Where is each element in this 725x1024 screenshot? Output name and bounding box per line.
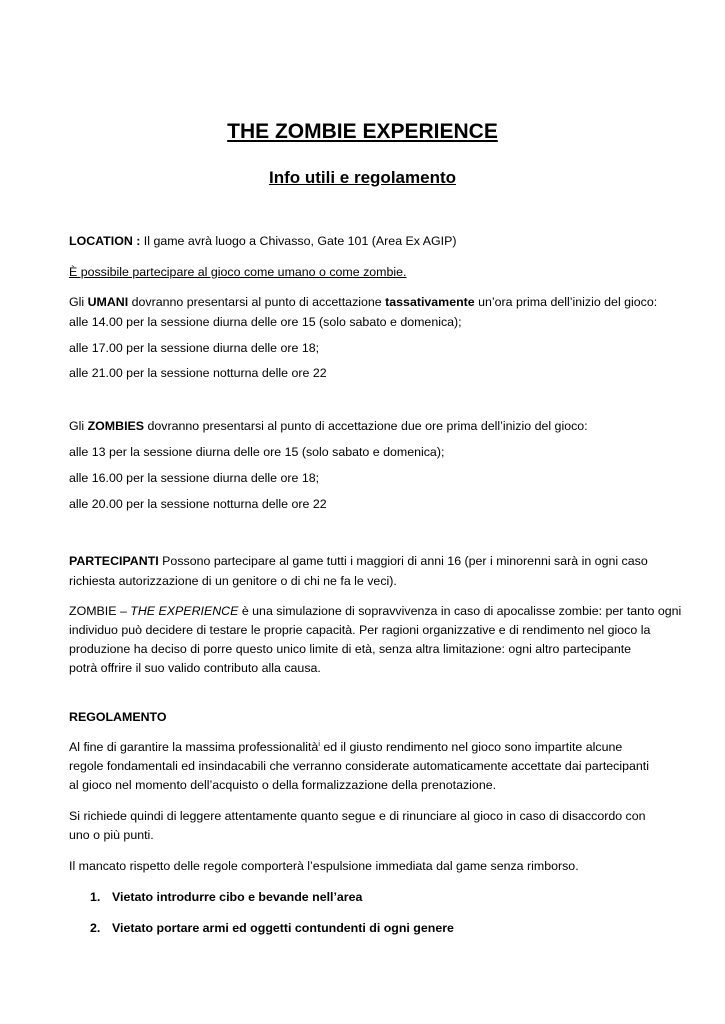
- regolamento-p1-line-3: al gioco nel momento dell’acquisto o della formalizzazione della prenotazione.: [69, 778, 497, 792]
- zombies-intro-a: Gli: [69, 419, 88, 433]
- regolamento-p1-line-1: [69, 737, 659, 757]
- page-title: THE ZOMBIE EXPERIENCE: [227, 120, 498, 143]
- rule-text: Vietato portare armi ed oggetti contundenti di ogni genere: [112, 921, 454, 935]
- zombie-line1-rest: è una simulazione di sopravvivenza in caso di apocalisse zombie: per tanto ogni: [238, 604, 682, 618]
- regolamento-p2-line-1: Si richiede quindi di leggere attentamente quanto segue e di rinunciare al gioco in caso di disaccordo con: [69, 809, 646, 823]
- zombies-keyword: ZOMBIES: [87, 419, 145, 433]
- umani-line-1: alle 14.00 per la sessione diurna delle ore 15 (solo sabato e domenica);: [69, 315, 462, 329]
- zombie-paragraph-line-3: produzione ha deciso di porre questo unico limite di età, senza altra limitazione: ogni altro partecipante: [69, 642, 632, 656]
- regolamento-p3: Il mancato rispetto delle regole comporterà l’espulsione immediata dal game senza rimborso.: [69, 859, 579, 873]
- location-text: Il game avrà luogo a Chivasso, Gate 101 (Area Ex AGIP): [140, 234, 457, 248]
- umani-keyword: UMANI: [87, 295, 129, 309]
- rule-number: 1.: [90, 890, 101, 904]
- regolamento-heading-text: REGOLAMENTO: [69, 710, 167, 724]
- regolamento-p1-line-2: regole fondamentali ed insindacabili che verranno considerate automaticamente accettate dai partecipanti: [69, 759, 649, 773]
- umani-intro-b: dovranno presentarsi al punto di accettazione: [128, 295, 386, 309]
- umani-intro: [69, 292, 659, 312]
- rule-item-2: [90, 918, 454, 938]
- umani-line-2: alle 17.00 per la sessione diurna delle ore 18;: [69, 341, 320, 355]
- zombie-prefix: ZOMBIE –: [69, 604, 131, 618]
- page-subtitle: Info utili e regolamento: [268, 168, 456, 187]
- rule-text: Vietato introdurre cibo e bevande nell’area: [112, 890, 363, 904]
- partecipanti-text: Possono partecipare al game tutti i maggiori di anni 16 (per i minorenni sarà in ogni caso: [158, 554, 648, 568]
- umani-emphasis: tassativamente: [385, 295, 475, 309]
- zombie-paragraph-line-4: potrà offrire il suo valido contributo alla causa.: [69, 661, 321, 675]
- participation-note: È possibile partecipare al gioco come umano o come zombie.: [69, 265, 407, 279]
- zombies-intro: [69, 416, 659, 436]
- rule-item-1: [90, 887, 362, 907]
- zombies-line-2: alle 16.00 per la sessione diurna delle ore 18;: [69, 471, 320, 485]
- location-label: LOCATION :: [69, 234, 141, 248]
- zombies-line-3: alle 20.00 per la sessione notturna delle ore 22: [69, 497, 327, 511]
- regolamento-p2-line-2: uno o più punti.: [69, 828, 154, 842]
- partecipanti-line-2: richiesta autorizzazione di un genitore o di chi ne fa le veci).: [69, 574, 397, 588]
- zombie-paragraph-line-1: [69, 601, 682, 621]
- footnote-marker[interactable]: i: [318, 740, 320, 748]
- partecipanti-line-1: [69, 551, 659, 571]
- umani-intro-c: un’ora prima dell’inizio del gioco:: [474, 295, 658, 309]
- p1-line1-a: Al fine di garantire la massima professionalità: [69, 740, 319, 754]
- zombies-intro-b: dovranno presentarsi al punto di accettazione due ore prima dell’inizio del gioco:: [144, 419, 588, 433]
- umani-intro-a: Gli: [69, 295, 88, 309]
- location-line: [69, 231, 659, 251]
- rule-number: 2.: [90, 921, 101, 935]
- partecipanti-label: PARTECIPANTI: [69, 554, 159, 568]
- umani-line-3: alle 21.00 per la sessione notturna delle ore 22: [69, 366, 327, 380]
- regolamento-heading: [69, 707, 659, 727]
- zombie-italic: THE EXPERIENCE: [130, 604, 239, 618]
- p1-line1-b: ed il giusto rendimento nel gioco sono impartite alcune: [319, 740, 623, 754]
- zombies-line-1: alle 13 per la sessione diurna delle ore 15 (solo sabato e domenica);: [69, 445, 445, 459]
- zombie-paragraph-line-2: individuo può decidere di testare le proprie capacità. Per ragioni organizzative e di rendimento nel gioco la: [69, 623, 651, 637]
